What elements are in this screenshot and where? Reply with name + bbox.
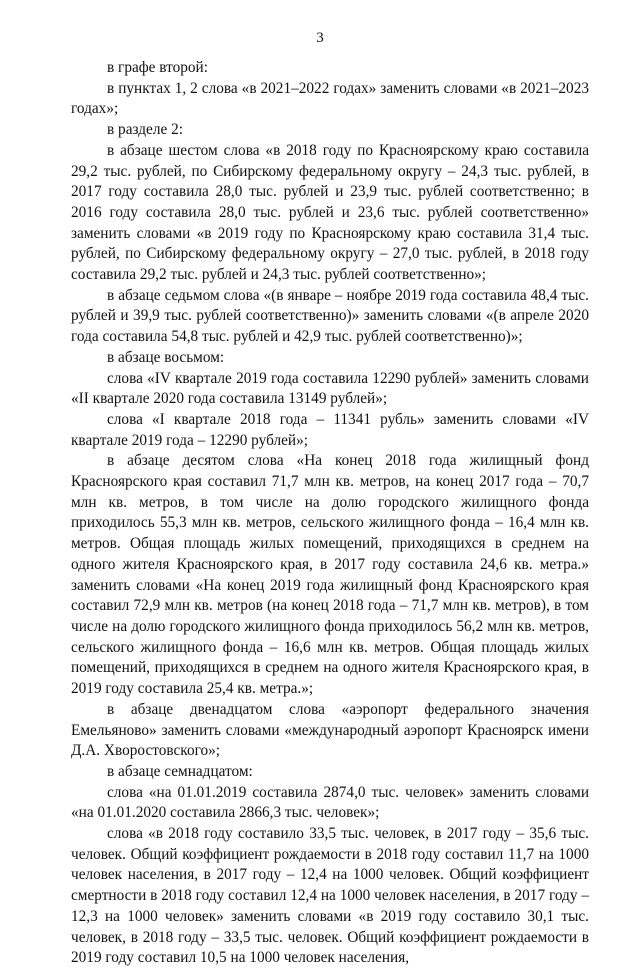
- paragraph: в графе второй:: [107, 59, 208, 76]
- paragraph: в пунктах 1, 2 слова «в 2021–2022 годах» заменить словами «в 2021–2023 годах»;: [71, 79, 589, 118]
- paragraph: слова «IV квартале 2019 года составила 12290 рублей» заменить словами «II квартале 2020 года составила 13149 рублей»;: [71, 369, 589, 408]
- paragraph: в абзаце восьмом:: [107, 348, 225, 366]
- page-number: 3: [316, 30, 324, 46]
- paragraph: в абзаце двенадцатом слова «аэропорт федерального значения Емельяново» заменить словами «международный аэропорт Красноярск имени Д.А. Хворостовского»;: [71, 700, 589, 760]
- paragraph: слова «I квартале 2018 года – 11341 рубль» заменить словами «IV квартале 2019 года – 12290 рублей»;: [71, 410, 589, 449]
- paragraph: в абзаце семнадцатом:: [107, 762, 253, 780]
- body-text: [71, 58, 589, 969]
- paragraph: в абзаце шестом слова «в 2018 году по Красноярскому краю составила 29,2 тыс. рублей, по Сибирскому федеральному округу – 24,3 тыс. рублей, в 2017 году составила 28,0 тыс. рублей и 23,9 тыс. рублей соответственно; в 2016 году составила 28,0 тыс. рублей и 23,6 тыс. рублей соответственно» заменить словами «в 2019 году по Красноярскому краю составила 31,4 тыс. рублей, по Сибирскому федеральному округу – 27,0 тыс. рублей, в 2018 году составила 29,2 тыс. рублей и 24,3 тыс. рублей соответственно»;: [71, 141, 589, 284]
- paragraph: в разделе 2:: [107, 121, 183, 139]
- paragraph: в абзаце десятом слова «На конец 2018 года жилищный фонд Красноярского края составил 71,7 млн кв. метров, на конец 2017 года – 70,7 млн кв. метров, в том числе на долю городского жилищного фонда приходилось 55,3 млн кв. метров, сельского жилищного фонда – 16,4 млн кв. метров. Общая площадь жилых помещений, приходящихся в среднем на одного жителя Красноярского края, в 2017 году составила 24,6 кв. метра.» заменить словами «На конец 2019 года жилищный фонд Красноярского края составил 72,9 млн кв. метров (на конец 2018 года – 71,7 млн кв. метров), в том числе на долю городского жилищного фонда приходилось 56,2 млн кв. метров, сельского жилищного фонда – 16,6 млн кв. метров. Общая площадь жилых помещений, приходящихся в среднем на одного жителя Красноярского края, в 2019 году составила 25,4 кв. метра.»;: [71, 452, 589, 698]
- paragraph: слова «в 2018 году составило 33,5 тыс. человек, в 2017 году – 35,6 тыс. человек. Общий коэффициент рождаемости в 2018 году составил 11,7 на 1000 человек населения, в 2017 году – 12,4 на 1000 человек. Общий коэффициент смертности в 2018 году составил 12,4 на 1000 человек населения, в 2017 году – 12,3 на 1000 человек» заменить словами «в 2019 году составило 30,1 тыс. человек, в 2018 году – 33,5 тыс. человек. Общий коэффициент рождаемости в 2019 году составил 10,5 на 1000 человек населения,: [71, 825, 589, 967]
- paragraph: в абзаце седьмом слова «(в январе – ноябре 2019 года составила 48,4 тыс. рублей и 39,9 тыс. рублей соответственно)» заменить словами «(в апреле 2020 года составила 54,8 тыс. рублей и 42,9 тыс. рублей соответственно)»;: [71, 286, 589, 346]
- paragraph: слова «на 01.01.2019 составила 2874,0 тыс. человек» заменить словами «на 01.01.2020 составила 2866,3 тыс. человек»;: [71, 783, 589, 822]
